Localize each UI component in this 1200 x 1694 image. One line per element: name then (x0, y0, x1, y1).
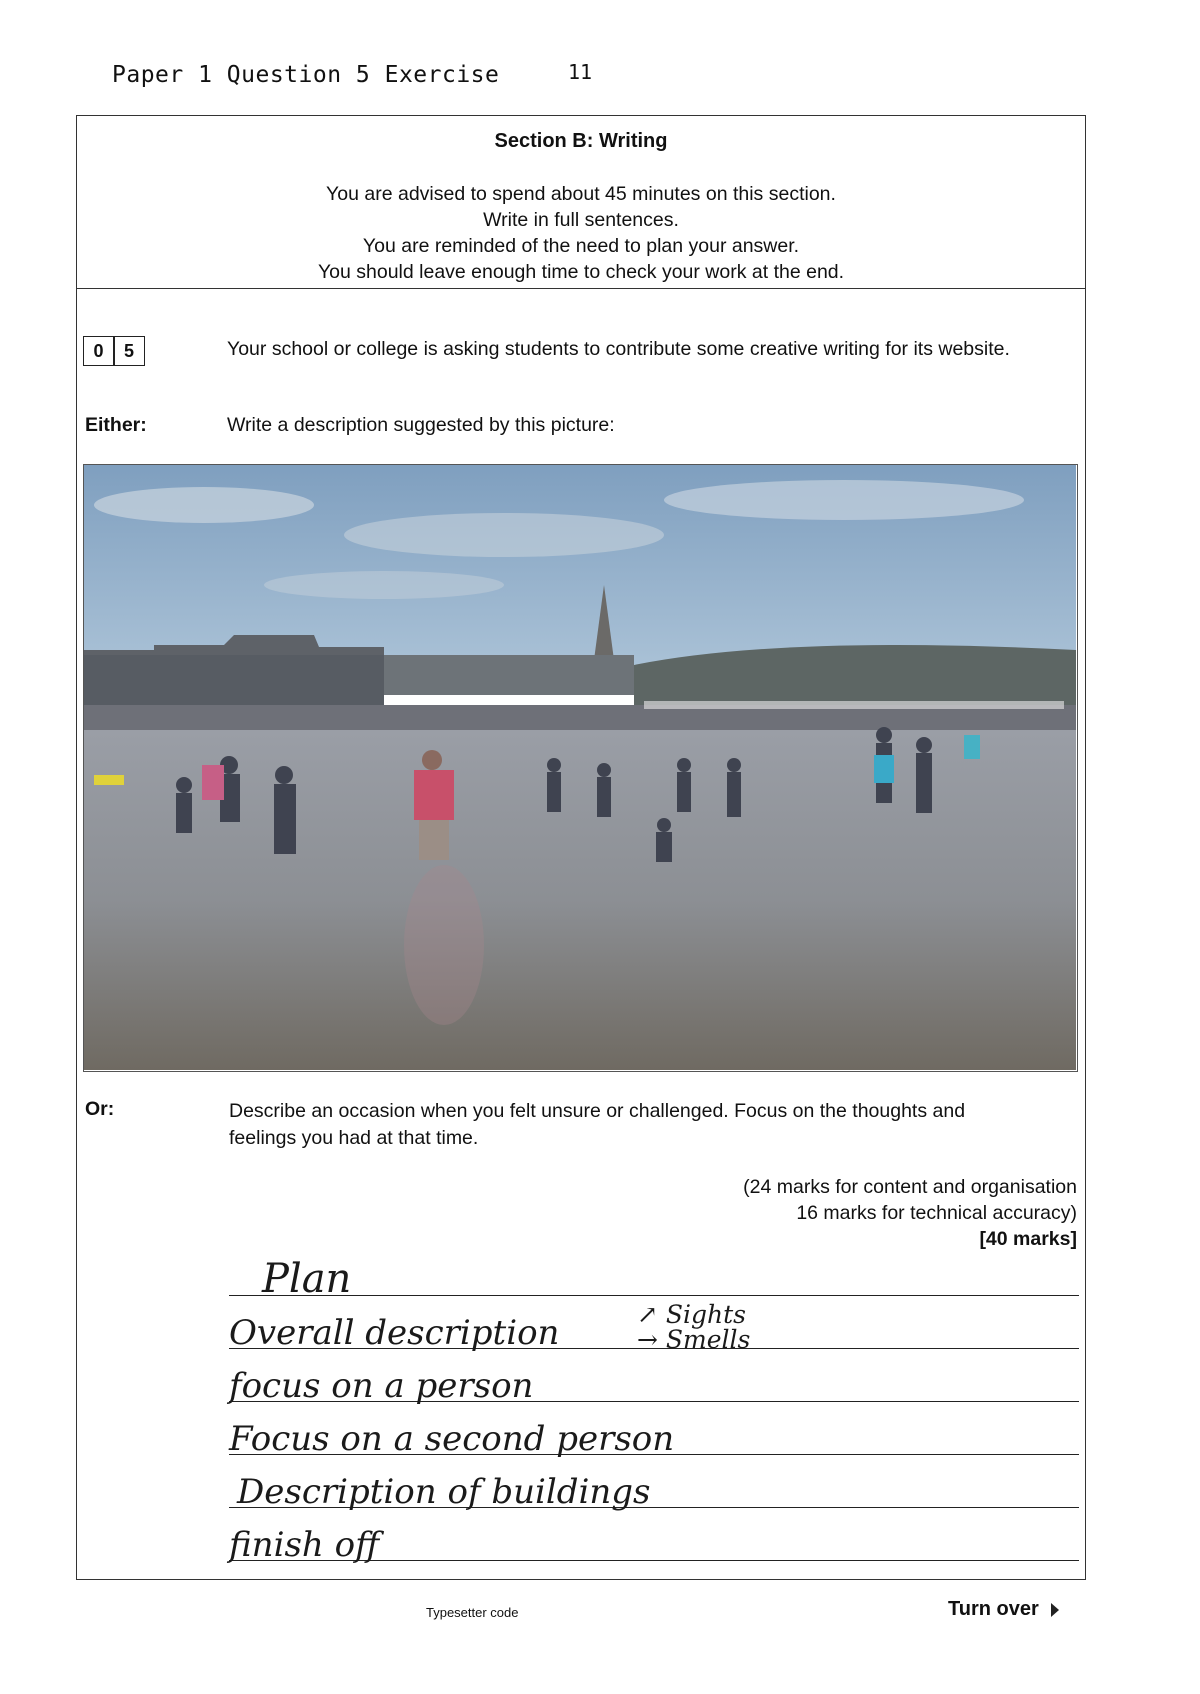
instruction-line: You should leave enough time to check your work at the end. (317, 261, 845, 283)
section-instructions (77, 116, 1085, 289)
instruction-line: Write in full sentences. (483, 209, 679, 231)
marks-allocation (743, 1174, 1077, 1252)
or-label: Or: (85, 1098, 115, 1120)
either-text: Write a description suggested by this picture: (227, 414, 615, 436)
instruction-line: You are advised to spend about 45 minutes on this section. (326, 183, 836, 205)
beach-photo (83, 464, 1078, 1072)
question-number-box (84, 336, 145, 366)
plan-item: Overall description (229, 1313, 560, 1353)
question-frame (76, 115, 1086, 1580)
plan-item: Description of buildings (237, 1472, 651, 1512)
plan-item: focus on a person (229, 1366, 534, 1406)
arrow-icon: → (637, 1325, 658, 1354)
instruction-line: You are reminded of the need to plan your answer. (362, 235, 800, 257)
turn-over-label: Turn over (948, 1598, 1039, 1620)
beach-photo-image (84, 465, 1076, 1070)
marks-line: (24 marks for content and organisation (743, 1176, 1077, 1198)
answer-line[interactable] (229, 1295, 1079, 1296)
triangle-right-icon (1051, 1603, 1059, 1617)
instruction-list (77, 181, 1085, 285)
marks-total: [40 marks] (979, 1228, 1077, 1250)
marks-line: 16 marks for technical accuracy) (796, 1202, 1077, 1224)
question-text: Your school or college is asking students to contribute some creative writing for its website. (227, 338, 1010, 360)
plan-heading: Plan (262, 1256, 352, 1302)
question-digit: 0 (83, 336, 115, 366)
or-text: Describe an occasion when you felt unsure or challenged. Focus on the thoughts and feelings you had at that time. (229, 1100, 966, 1149)
exercise-title: Paper 1 Question 5 Exercise (112, 62, 500, 88)
page-number: 11 (568, 60, 593, 84)
section-title: Section B: Writing (494, 130, 668, 152)
either-label: Either: (85, 414, 147, 436)
plan-item: finish off (229, 1525, 380, 1565)
question-digit: 5 (113, 336, 145, 366)
plan-item: Focus on a second person (229, 1419, 675, 1459)
typesetter-code: Typesetter code (426, 1605, 519, 1620)
plan-arrow-label: Sights (665, 1300, 747, 1329)
plan-arrow-item (637, 1325, 750, 1354)
plan-arrow-label: Smells (665, 1325, 751, 1354)
arrow-icon: ↗ (637, 1300, 658, 1329)
turn-over (948, 1598, 1059, 1621)
